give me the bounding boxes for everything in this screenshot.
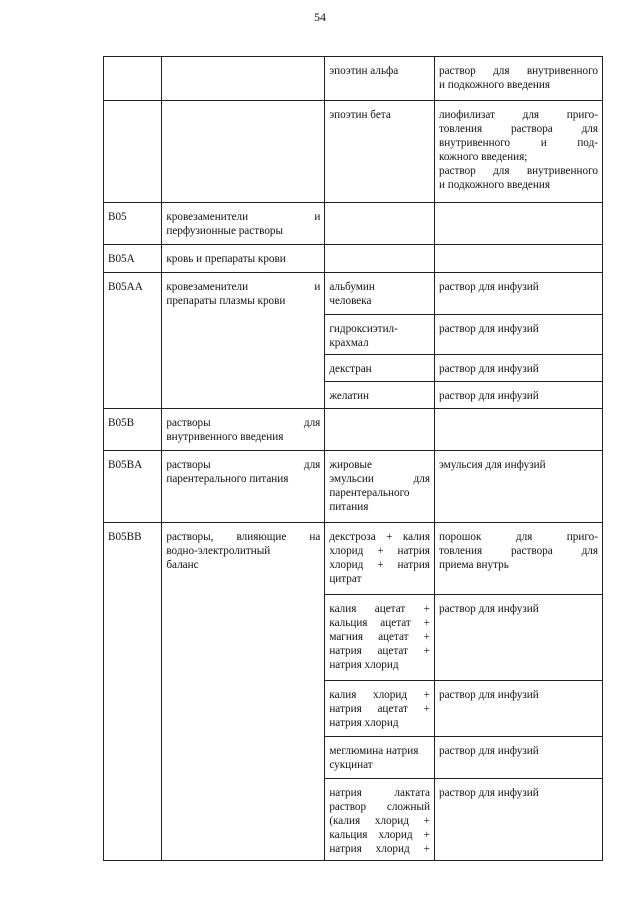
group-line: перфузионные растворы — [166, 225, 284, 237]
code-cell: B05B — [104, 409, 162, 451]
inn-line: хлорид + натрия — [329, 559, 430, 571]
group-cell — [162, 101, 325, 203]
inn-line: натрия лактата — [329, 787, 430, 799]
inn-line: сукцинат — [329, 759, 373, 771]
group-cell — [162, 523, 325, 861]
group-line: растворы, влияющие на — [166, 531, 321, 543]
inn-cell — [325, 451, 435, 523]
form-cell: раствор для инфузий — [434, 737, 602, 779]
inn-line: натрия ацетат + — [329, 645, 430, 657]
inn-cell — [325, 779, 435, 861]
table-row — [104, 273, 603, 315]
form-cell: эмульсия для инфузий — [434, 451, 602, 523]
group-cell — [162, 409, 325, 451]
group-line: парентерального питания — [166, 473, 289, 485]
group-line: кровезаменители и — [166, 281, 321, 293]
inn-line: декстроза + калия — [329, 531, 430, 543]
inn-line: парентерального — [329, 487, 410, 499]
form-line: раствор для внутривенного — [438, 65, 598, 77]
inn-line: магния ацетат + — [329, 631, 430, 643]
inn-cell: эпоэтин бета — [325, 101, 435, 203]
inn-line: калия ацетат + — [329, 603, 430, 615]
form-cell: раствор для инфузий — [434, 273, 602, 315]
group-line: кровезаменители и — [166, 211, 321, 223]
group-line: препараты плазмы крови — [166, 295, 286, 307]
inn-line: натрия ацетат + — [329, 703, 430, 715]
table-row — [104, 203, 603, 245]
inn-line: эмульсии для — [329, 473, 430, 485]
inn-line: меглюмина натрия — [329, 745, 419, 757]
inn-cell: эпоэтин альфа — [325, 57, 435, 101]
inn-line: гидроксиэтил- — [329, 323, 398, 335]
form-cell: раствор для инфузий — [434, 382, 602, 409]
inn-line: (калия хлорид + — [329, 815, 430, 827]
table-row — [104, 523, 603, 595]
form-line: и подкожного введения — [438, 79, 550, 91]
inn-line: питания — [329, 501, 369, 513]
form-cell: раствор для инфузий — [434, 681, 602, 737]
form-cell — [434, 523, 602, 595]
inn-line: натрия хлорид — [329, 717, 399, 729]
form-cell: раствор для инфузий — [434, 779, 602, 861]
table-row — [104, 245, 603, 273]
form-line: приема внутрь — [438, 559, 509, 571]
group-cell — [162, 203, 325, 245]
inn-line: альбумин — [329, 281, 375, 293]
inn-line: человека — [329, 295, 372, 307]
code-cell: B05AA — [104, 273, 162, 409]
drug-table — [103, 56, 603, 861]
form-line: товления раствора для — [438, 545, 598, 557]
code-cell — [104, 57, 162, 101]
inn-line: крахмал — [329, 337, 369, 349]
group-cell — [162, 273, 325, 409]
group-cell — [162, 245, 325, 273]
form-cell: раствор для инфузий — [434, 355, 602, 382]
inn-cell — [325, 595, 435, 681]
inn-cell: декстран — [325, 355, 435, 382]
group-line: внутривенного введения — [166, 431, 284, 443]
form-cell: раствор для инфузий — [434, 315, 602, 355]
group-line: растворы для — [166, 459, 321, 471]
inn-line: кальция ацетат + — [329, 617, 430, 629]
group-line: баланс — [166, 559, 199, 571]
code-cell: B05BA — [104, 451, 162, 523]
form-line: и подкожного введения — [438, 179, 550, 191]
page-number: 54 — [314, 10, 326, 24]
form-cell — [434, 101, 602, 203]
group-line: растворы для — [166, 417, 321, 429]
form-cell — [434, 245, 602, 273]
table-row — [104, 101, 603, 203]
form-cell — [434, 57, 602, 101]
inn-line: хлорид + натрия — [329, 545, 430, 557]
form-line: раствор для внутривенного — [438, 165, 598, 177]
code-cell: B05 — [104, 203, 162, 245]
form-line: порошок для приго- — [438, 531, 598, 543]
group-line: водно-электролитный — [166, 545, 271, 557]
inn-cell — [325, 681, 435, 737]
table-row — [104, 451, 603, 523]
group-line: кровь и препараты крови — [166, 253, 286, 265]
form-line: лиофилизат для приго- — [438, 109, 598, 121]
inn-cell — [325, 737, 435, 779]
table-row — [104, 409, 603, 451]
form-line: товления раствора для — [438, 123, 598, 135]
form-line: внутривенного и под- — [438, 137, 598, 149]
inn-cell — [325, 523, 435, 595]
inn-cell — [325, 409, 435, 451]
table-row — [104, 57, 603, 101]
inn-line: раствор сложный — [329, 801, 430, 813]
inn-line: натрия хлорид — [329, 659, 399, 671]
inn-cell: желатин — [325, 382, 435, 409]
inn-cell — [325, 273, 435, 315]
group-cell — [162, 57, 325, 101]
code-cell: B05A — [104, 245, 162, 273]
inn-cell — [325, 245, 435, 273]
inn-line: калия хлорид + — [329, 689, 430, 701]
group-cell — [162, 451, 325, 523]
inn-cell — [325, 203, 435, 245]
inn-line: натрия хлорид + — [329, 843, 430, 855]
inn-line: кальция хлорид + — [329, 829, 430, 841]
inn-line: цитрат — [329, 573, 362, 585]
code-cell — [104, 101, 162, 203]
inn-line: жировые — [329, 459, 372, 471]
form-cell — [434, 203, 602, 245]
code-cell: B05BB — [104, 523, 162, 861]
inn-cell — [325, 315, 435, 355]
form-line: кожного введения; — [438, 151, 528, 163]
form-cell: раствор для инфузий — [434, 595, 602, 681]
form-cell — [434, 409, 602, 451]
